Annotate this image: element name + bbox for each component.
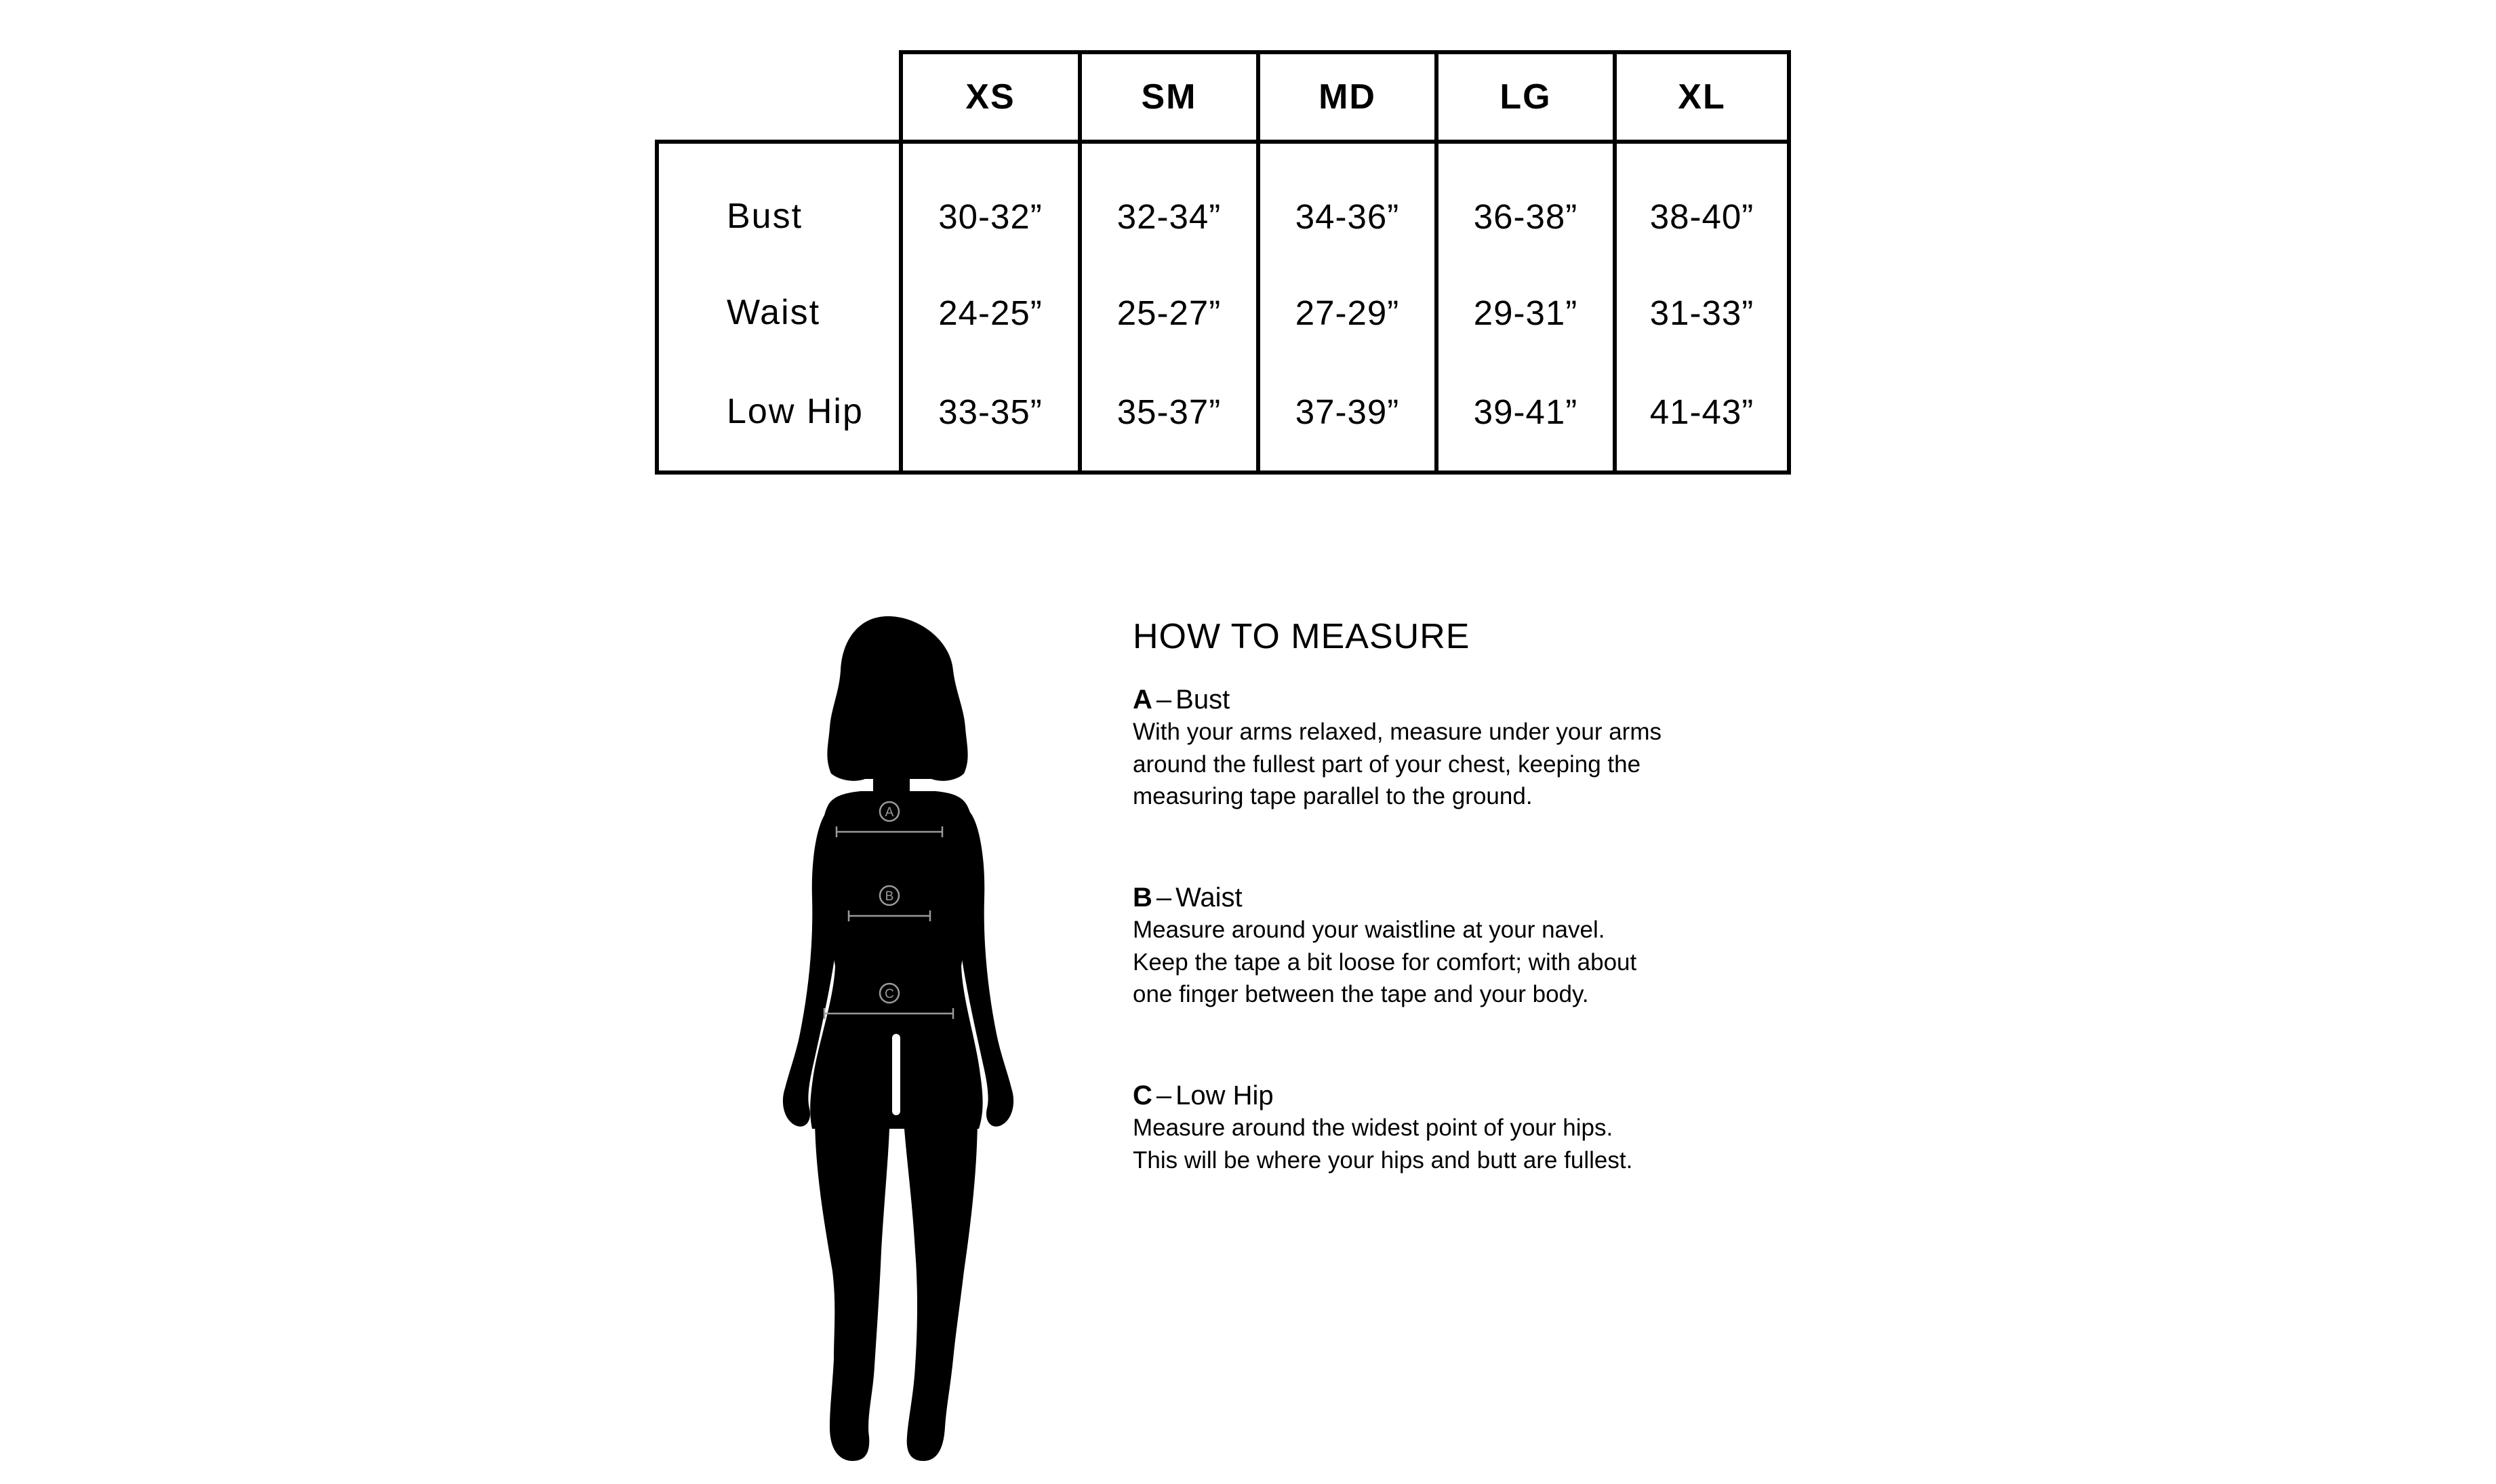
waist-xl: 31-33” <box>1649 293 1754 332</box>
marker-label-c: C <box>885 987 894 1001</box>
bust-xs: 30-32” <box>938 197 1043 236</box>
description-line: Measure around the widest point of your hips. <box>1133 1115 1613 1141</box>
thigh-gap <box>892 1034 900 1115</box>
description-line: around the fullest part of your chest, keeping the <box>1133 750 1641 778</box>
size-chart-table <box>655 50 1791 475</box>
step-letter: A <box>1133 685 1152 715</box>
row-label-waist: Waist <box>727 293 821 332</box>
how-to-measure-section <box>1133 613 1811 1174</box>
step-name: Low Hip <box>1175 1081 1274 1110</box>
table-border <box>655 470 1791 475</box>
woman-silhouette-icon <box>780 614 1017 1464</box>
size-header-sm: SM <box>1141 77 1197 117</box>
step-name: Bust <box>1175 685 1230 715</box>
row-label-bust: Bust <box>727 197 803 236</box>
description-line: measuring tape parallel to the ground. <box>1133 783 1533 809</box>
step-bust <box>1133 682 1811 813</box>
step-dash: – <box>1156 883 1172 913</box>
description-line: With your arms relaxed, measure under your arms <box>1133 719 1662 745</box>
step-description <box>1133 716 1811 813</box>
table-border <box>655 140 659 475</box>
guide-title: HOW TO MEASURE <box>1133 617 1470 656</box>
description-line: Measure around your waistline at your navel. <box>1133 917 1605 943</box>
low-hip-sm: 35-37” <box>1116 392 1222 431</box>
low-hip-xl: 41-43” <box>1649 392 1754 431</box>
waist-lg: 29-31” <box>1473 293 1578 332</box>
step-waist <box>1133 880 1811 1011</box>
marker-label-a: A <box>885 805 894 820</box>
step-letter: B <box>1133 883 1152 913</box>
table-border <box>1787 50 1791 475</box>
size-header-md: MD <box>1319 77 1376 117</box>
table-border <box>655 140 1791 144</box>
step-description <box>1133 914 1811 1011</box>
step-letter: C <box>1133 1081 1152 1110</box>
description-line: Keep the tape a bit loose for comfort; with about <box>1133 948 1637 976</box>
waist-md: 27-29” <box>1295 293 1400 332</box>
bust-xl: 38-40” <box>1649 197 1754 236</box>
description-line: one finger between the tape and your body. <box>1133 981 1589 1007</box>
step-dash: – <box>1156 1081 1172 1110</box>
step-heading <box>1133 682 1811 717</box>
bust-sm: 32-34” <box>1116 197 1222 236</box>
size-header-xs: XS <box>965 77 1015 117</box>
size-header-lg: LG <box>1499 77 1552 117</box>
low-hip-xs: 33-35” <box>938 392 1043 431</box>
step-low-hip <box>1133 1078 1811 1176</box>
row-label-low-hip: Low Hip <box>727 392 864 431</box>
bust-lg: 36-38” <box>1473 197 1578 236</box>
step-dash: – <box>1156 685 1172 715</box>
bust-md: 34-36” <box>1295 197 1400 236</box>
waist-sm: 25-27” <box>1116 293 1222 332</box>
step-name: Waist <box>1175 883 1243 913</box>
step-heading <box>1133 880 1811 915</box>
low-hip-lg: 39-41” <box>1473 392 1578 431</box>
step-description <box>1133 1112 1811 1176</box>
size-header-xl: XL <box>1678 77 1726 117</box>
waist-xs: 24-25” <box>938 293 1043 332</box>
description-line: This will be where your hips and butt are fullest. <box>1133 1146 1633 1174</box>
low-hip-md: 37-39” <box>1295 392 1400 431</box>
marker-label-b: B <box>885 889 894 904</box>
step-heading <box>1133 1078 1811 1113</box>
